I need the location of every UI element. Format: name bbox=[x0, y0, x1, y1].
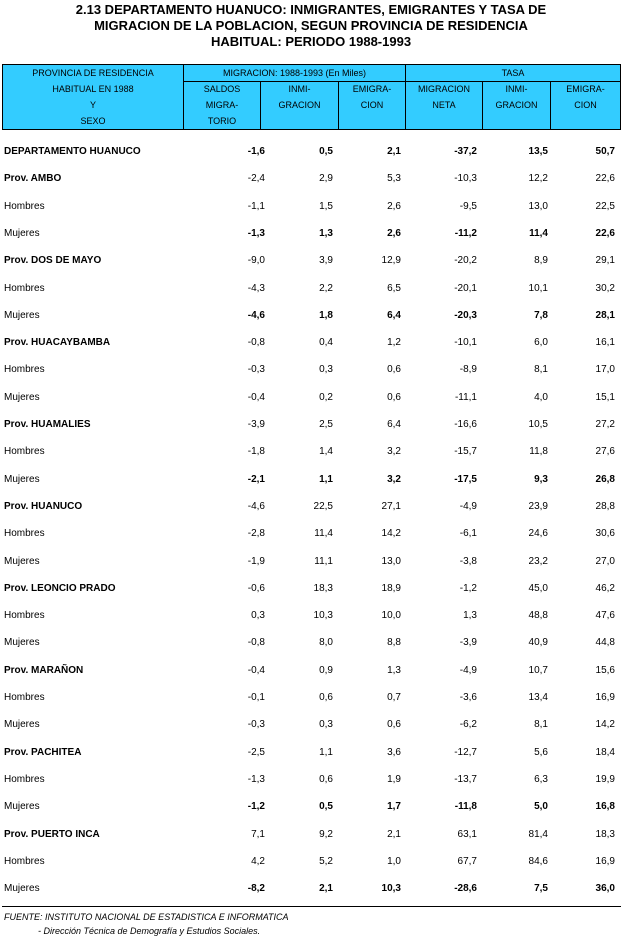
row-value: 2,2 bbox=[319, 282, 333, 294]
table-row bbox=[0, 548, 622, 575]
row-label: Prov. MARAÑON bbox=[4, 664, 84, 676]
row-value: -10,3 bbox=[454, 173, 477, 185]
row-value: 2,6 bbox=[387, 200, 401, 212]
row-value: 84,6 bbox=[528, 855, 548, 867]
row-value: 22,5 bbox=[313, 500, 333, 512]
row-value: 10,5 bbox=[528, 419, 548, 430]
table-row bbox=[0, 384, 622, 411]
row-value: 10,7 bbox=[528, 664, 548, 676]
row-value: 2,9 bbox=[319, 173, 333, 185]
row-value: -8,2 bbox=[247, 883, 265, 895]
row-value: 0,3 bbox=[319, 719, 333, 731]
row-value: 45,0 bbox=[528, 582, 548, 594]
row-value: 11,8 bbox=[529, 446, 548, 458]
row-value: 6,4 bbox=[387, 419, 401, 430]
row-value: 7,5 bbox=[534, 883, 548, 895]
table-row bbox=[0, 848, 622, 875]
header-emigracion-2: EMIGRA- CION bbox=[566, 84, 605, 110]
row-value: 10,0 bbox=[381, 610, 401, 622]
row-value: 1,3 bbox=[463, 610, 477, 622]
row-label: Mujeres bbox=[4, 719, 40, 731]
row-value: -3,9 bbox=[247, 419, 265, 430]
row-value: 26,8 bbox=[595, 473, 615, 485]
table-row bbox=[0, 438, 622, 465]
row-value: 0,3 bbox=[319, 364, 333, 376]
row-value: 5,0 bbox=[534, 801, 548, 813]
row-value: 16,8 bbox=[595, 801, 615, 813]
row-value: 15,6 bbox=[595, 664, 615, 676]
row-value: 0,7 bbox=[387, 692, 401, 703]
row-label: Hombres bbox=[4, 282, 45, 294]
row-value: 2,1 bbox=[387, 828, 401, 840]
row-value: 3,2 bbox=[387, 446, 401, 458]
row-value: 11,4 bbox=[314, 528, 333, 540]
row-value: 18,4 bbox=[595, 746, 615, 758]
row-value: 13,4 bbox=[528, 692, 548, 703]
row-value: -0,4 bbox=[247, 664, 265, 676]
row-value: -4,9 bbox=[459, 500, 477, 512]
row-value: -11,1 bbox=[454, 391, 477, 403]
row-value: 27,1 bbox=[381, 500, 401, 512]
row-value: 30,2 bbox=[595, 282, 615, 294]
row-value: 12,2 bbox=[528, 173, 548, 185]
table-row bbox=[0, 629, 622, 656]
row-value: -1,1 bbox=[247, 200, 265, 212]
row-value: 7,1 bbox=[251, 828, 265, 840]
row-value: 28,1 bbox=[595, 309, 615, 321]
row-value: 3,9 bbox=[319, 255, 333, 267]
table-row bbox=[0, 711, 622, 738]
row-value: 47,6 bbox=[595, 610, 615, 622]
table-row bbox=[0, 165, 622, 192]
title-line-2: MIGRACION DE LA POBLACION, SEGUN PROVINCIA DE RESIDENCIA bbox=[94, 18, 528, 33]
row-value: -0,8 bbox=[247, 637, 265, 649]
row-value: -9,5 bbox=[459, 200, 477, 212]
row-value: 63,1 bbox=[457, 828, 477, 840]
row-value: 14,2 bbox=[595, 719, 615, 731]
row-value: 13,0 bbox=[381, 555, 401, 567]
row-label: Mujeres bbox=[4, 391, 40, 403]
row-label: Hombres bbox=[4, 692, 45, 703]
row-value: -3,6 bbox=[459, 692, 477, 703]
table-row bbox=[0, 193, 622, 220]
row-value: 6,5 bbox=[387, 282, 401, 294]
row-value: 67,7 bbox=[457, 855, 477, 867]
row-value: -20,1 bbox=[454, 282, 477, 294]
row-label: Prov. LEONCIO PRADO bbox=[4, 582, 116, 594]
row-value: -0,1 bbox=[247, 692, 265, 703]
row-value: 4,0 bbox=[534, 391, 548, 403]
source-note bbox=[4, 910, 289, 938]
row-label: Prov. DOS DE MAYO bbox=[4, 255, 102, 267]
row-value: 1,2 bbox=[387, 337, 401, 349]
row-label: Mujeres bbox=[4, 883, 40, 895]
row-value: 22,6 bbox=[595, 227, 615, 239]
row-value: 10,3 bbox=[313, 610, 333, 622]
row-label: Prov. HUANUCO bbox=[4, 500, 83, 512]
row-value: 1,3 bbox=[319, 227, 333, 239]
row-value: -11,8 bbox=[454, 801, 477, 813]
row-value: -15,7 bbox=[454, 446, 477, 458]
row-value: 40,9 bbox=[528, 637, 548, 649]
row-value: -1,3 bbox=[247, 773, 265, 785]
row-label: Hombres bbox=[4, 364, 45, 376]
row-value: 10,1 bbox=[528, 282, 548, 294]
row-value: -2,1 bbox=[247, 473, 265, 485]
row-value: -6,1 bbox=[459, 528, 477, 540]
title-line-1: 2.13 DEPARTAMENTO HUANUCO: INMIGRANTES, EMIGRANTES Y TASA DE bbox=[75, 2, 547, 17]
row-value: 1,5 bbox=[319, 200, 333, 212]
row-label: Prov. HUACAYBAMBA bbox=[4, 337, 111, 349]
row-value: 3,2 bbox=[387, 473, 401, 485]
title-line-3: HABITUAL: PERIODO 1988-1993 bbox=[210, 34, 412, 49]
row-value: -2,4 bbox=[247, 173, 265, 185]
row-value: 16,9 bbox=[595, 855, 615, 867]
row-value: 0,9 bbox=[319, 664, 333, 676]
row-value: 28,8 bbox=[595, 500, 615, 512]
row-label: Prov. PUERTO INCA bbox=[4, 828, 100, 840]
row-value: 6,0 bbox=[534, 337, 548, 349]
row-value: 0,6 bbox=[319, 692, 333, 703]
row-value: -9,0 bbox=[247, 255, 265, 267]
row-value: 2,5 bbox=[319, 419, 333, 430]
row-value: -10,1 bbox=[454, 337, 477, 349]
row-value: -1,2 bbox=[459, 582, 477, 594]
header-saldos: SALDOS MIGRA- TORIO bbox=[203, 84, 241, 126]
row-value: -37,2 bbox=[454, 146, 477, 157]
row-value: 3,6 bbox=[387, 746, 401, 758]
row-value: -13,7 bbox=[454, 773, 477, 785]
row-label: Hombres bbox=[4, 855, 45, 867]
row-value: 14,2 bbox=[381, 528, 401, 540]
footer-rule bbox=[2, 906, 621, 907]
table-header bbox=[2, 64, 621, 130]
row-value: -3,9 bbox=[459, 637, 477, 649]
row-value: -4,3 bbox=[247, 282, 265, 294]
row-value: -1,3 bbox=[247, 227, 265, 239]
row-value: -12,7 bbox=[454, 746, 477, 758]
row-value: 1,1 bbox=[319, 746, 333, 758]
row-value: 16,9 bbox=[595, 692, 615, 703]
row-value: 0,5 bbox=[319, 801, 333, 813]
row-value: 24,6 bbox=[528, 528, 548, 540]
table-row bbox=[0, 821, 622, 848]
header-group-tasa: TASA bbox=[501, 68, 525, 78]
row-value: 46,2 bbox=[595, 582, 615, 594]
row-value: 8,1 bbox=[534, 364, 548, 376]
header-inmigracion-2: INMI- GRACION bbox=[495, 84, 538, 110]
row-label: Hombres bbox=[4, 773, 45, 785]
table-row bbox=[0, 356, 622, 383]
row-value: 0,3 bbox=[251, 610, 265, 622]
table-row bbox=[0, 247, 622, 274]
row-value: 0,6 bbox=[387, 719, 401, 731]
row-value: 18,3 bbox=[595, 828, 615, 840]
row-value: -28,6 bbox=[454, 883, 477, 895]
row-label: Prov. AMBO bbox=[4, 173, 62, 185]
row-label: Mujeres bbox=[4, 227, 40, 239]
row-value: -4,9 bbox=[459, 664, 477, 676]
row-value: 36,0 bbox=[595, 883, 615, 895]
row-value: 5,3 bbox=[387, 173, 401, 185]
row-label: Mujeres bbox=[4, 555, 40, 567]
row-label: Hombres bbox=[4, 200, 45, 212]
row-value: -11,2 bbox=[454, 227, 477, 239]
header-emigracion-1: EMIGRA- CION bbox=[352, 84, 392, 110]
table-row bbox=[0, 657, 622, 684]
row-value: 6,3 bbox=[534, 773, 548, 785]
row-value: 11,1 bbox=[314, 555, 333, 567]
row-value: 9,3 bbox=[534, 473, 548, 485]
row-value: -20,2 bbox=[454, 255, 477, 267]
table-row bbox=[0, 275, 622, 302]
row-value: 1,9 bbox=[387, 773, 401, 785]
table-row bbox=[0, 684, 622, 711]
table-row bbox=[0, 466, 622, 493]
row-value: -1,6 bbox=[247, 146, 265, 157]
row-value: -16,6 bbox=[454, 419, 477, 430]
table-row bbox=[0, 575, 622, 602]
row-value: -2,5 bbox=[247, 746, 265, 758]
row-value: 0,6 bbox=[387, 391, 401, 403]
row-value: 27,6 bbox=[595, 446, 615, 458]
row-value: 1,7 bbox=[387, 801, 401, 813]
row-value: 81,4 bbox=[528, 828, 548, 840]
table-row bbox=[0, 302, 622, 329]
row-value: 23,9 bbox=[528, 500, 548, 512]
row-value: -8,9 bbox=[459, 364, 477, 376]
table-row bbox=[0, 329, 622, 356]
row-label: Mujeres bbox=[4, 801, 40, 813]
table-row bbox=[0, 493, 622, 520]
row-value: -17,5 bbox=[454, 473, 477, 485]
row-value: -0,4 bbox=[247, 391, 265, 403]
row-value: -4,6 bbox=[247, 500, 265, 512]
row-value: 2,1 bbox=[387, 146, 401, 157]
row-value: 1,1 bbox=[319, 473, 333, 485]
header-group-migracion: MIGRACION: 1988-1993 (En Miles) bbox=[222, 68, 367, 78]
row-value: 27,0 bbox=[595, 555, 615, 567]
row-value: -2,8 bbox=[247, 528, 265, 540]
row-value: 5,6 bbox=[534, 746, 548, 758]
row-value: -1,8 bbox=[247, 446, 265, 458]
row-value: 13,5 bbox=[528, 146, 548, 157]
row-value: -0,3 bbox=[247, 719, 265, 731]
row-value: -0,6 bbox=[247, 582, 265, 594]
row-value: 12,9 bbox=[381, 255, 401, 267]
row-value: -20,3 bbox=[454, 309, 477, 321]
row-value: 23,2 bbox=[528, 555, 548, 567]
row-value: 44,8 bbox=[595, 637, 615, 649]
row-value: 50,7 bbox=[595, 146, 615, 157]
header-province-col: PROVINCIA DE RESIDENCIA HABITUAL EN 1988 Y SEXO bbox=[32, 68, 154, 126]
row-value: 0,4 bbox=[319, 337, 333, 349]
row-value: -6,2 bbox=[459, 719, 477, 731]
row-value: 13,0 bbox=[528, 200, 548, 212]
row-value: 11,4 bbox=[529, 227, 548, 239]
table-title bbox=[0, 2, 622, 50]
row-value: -3,8 bbox=[459, 555, 477, 567]
row-value: 27,2 bbox=[595, 419, 615, 430]
row-value: 17,0 bbox=[595, 364, 615, 376]
row-label: Mujeres bbox=[4, 309, 40, 321]
row-value: 48,8 bbox=[528, 610, 548, 622]
table-row bbox=[0, 138, 622, 165]
row-label: Mujeres bbox=[4, 473, 40, 485]
row-value: 22,6 bbox=[595, 173, 615, 185]
table-row bbox=[0, 220, 622, 247]
row-value: 9,2 bbox=[319, 828, 333, 840]
row-value: 8,0 bbox=[319, 637, 333, 649]
row-value: 18,9 bbox=[381, 582, 401, 594]
row-value: 7,8 bbox=[534, 309, 548, 321]
row-value: 8,1 bbox=[534, 719, 548, 731]
row-value: 2,6 bbox=[387, 227, 401, 239]
row-value: 0,6 bbox=[387, 364, 401, 376]
row-value: 0,6 bbox=[319, 773, 333, 785]
row-value: 4,2 bbox=[251, 855, 265, 867]
table-row bbox=[0, 739, 622, 766]
table-row bbox=[0, 793, 622, 820]
row-value: 0,2 bbox=[319, 391, 333, 403]
header-migracion-neta: MIGRACION NETA bbox=[417, 84, 470, 110]
row-value: 18,3 bbox=[313, 582, 333, 594]
row-value: 1,3 bbox=[387, 664, 401, 676]
row-value: 15,1 bbox=[595, 391, 615, 403]
row-value: -1,9 bbox=[247, 555, 265, 567]
row-label: Hombres bbox=[4, 528, 45, 540]
row-value: 10,3 bbox=[381, 883, 401, 895]
row-value: 19,9 bbox=[595, 773, 615, 785]
row-value: 29,1 bbox=[595, 255, 615, 267]
row-value: 8,9 bbox=[534, 255, 548, 267]
table-row bbox=[0, 766, 622, 793]
row-value: -0,8 bbox=[247, 337, 265, 349]
row-label: Prov. PACHITEA bbox=[4, 746, 82, 758]
row-value: 5,2 bbox=[319, 855, 333, 867]
row-label: DEPARTAMENTO HUANUCO bbox=[4, 146, 141, 157]
row-value: 8,8 bbox=[387, 637, 401, 649]
row-value: 2,1 bbox=[319, 883, 333, 895]
row-value: 1,8 bbox=[319, 309, 333, 321]
row-label: Prov. HUAMALIES bbox=[4, 419, 91, 430]
table-row bbox=[0, 602, 622, 629]
row-value: -0,3 bbox=[247, 364, 265, 376]
source-line-1: FUENTE: INSTITUTO NACIONAL DE ESTADISTICA E INFORMATICA bbox=[4, 912, 289, 922]
row-value: 22,5 bbox=[595, 200, 615, 212]
row-value: 1,0 bbox=[387, 855, 401, 867]
row-label: Hombres bbox=[4, 446, 45, 458]
row-label: Hombres bbox=[4, 610, 45, 622]
table-row bbox=[0, 875, 622, 902]
row-value: -4,6 bbox=[247, 309, 265, 321]
table-row bbox=[0, 520, 622, 547]
table-row bbox=[0, 411, 622, 438]
row-label: Mujeres bbox=[4, 637, 40, 649]
row-value: 0,5 bbox=[319, 146, 333, 157]
header-inmigracion-1: INMI- GRACION bbox=[278, 84, 321, 110]
source-line-2: - Dirección Técnica de Demografía y Estudios Sociales. bbox=[38, 926, 261, 936]
row-value: 30,6 bbox=[595, 528, 615, 540]
row-value: -1,2 bbox=[247, 801, 265, 813]
row-value: 16,1 bbox=[595, 337, 615, 349]
row-value: 6,4 bbox=[387, 309, 401, 321]
row-value: 1,4 bbox=[319, 446, 333, 458]
